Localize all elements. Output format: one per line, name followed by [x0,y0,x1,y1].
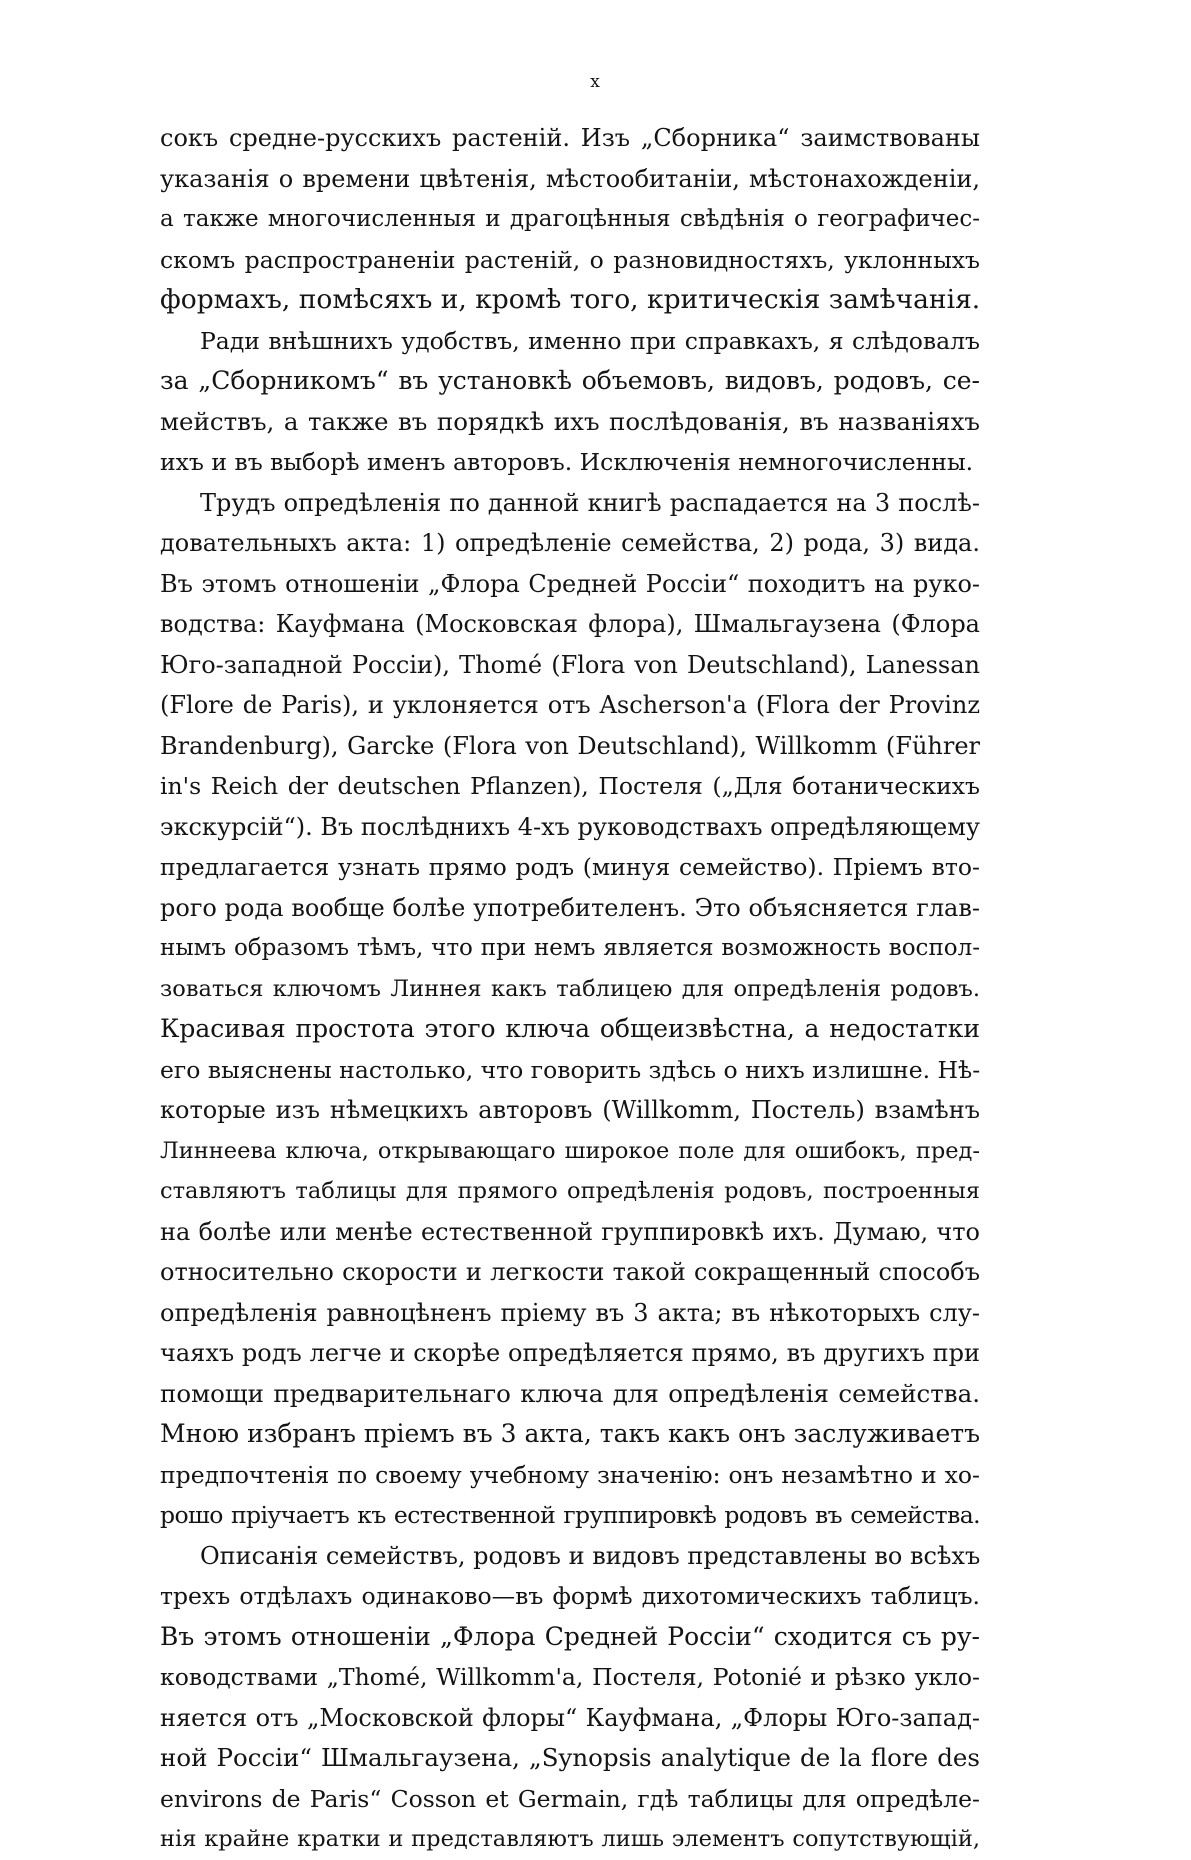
body-text [160,118,980,1860]
text-line: ной Россіи“ Шмальгаузена, „Synopsis analytique de la flore des [160,1743,980,1772]
text-line: нія крайне кратки и представляютъ лишь элементъ сопутствующій, [160,1826,980,1852]
text-line: мействъ, а также въ порядкѣ ихъ послѣдованія, въ названіяхъ [160,406,980,436]
text-line: Brandenburg), Garcke (Flora von Deutschland), Willkomm (Führer [160,731,980,760]
text-line: ставляютъ таблицы для прямого опредѣленія родовъ, построенныя [160,1178,980,1204]
text-line: Линнеева ключа, открывающаго широкое поле для ошибокъ, пред- [160,1137,980,1164]
text-line: Въ этомъ отношеніи „Флора Средней Россіи“ походитъ на руко- [160,569,980,598]
text-line: зоваться ключомъ Линнея какъ таблицею для опредѣленія родовъ. [160,975,980,1002]
text-line: довательныхъ акта: 1) опредѣленіе семейства, 2) рода, 3) вида. [160,529,980,557]
text-line: in's Reich der deutschen Pflanzen), Постеля („Для ботаническихъ [160,772,980,800]
paragraph-start-line: Описанія семействъ, родовъ и видовъ представлены во всѣхъ [200,1541,980,1570]
text-line: рошо пріучаетъ къ естественной группировкѣ родовъ въ семейства. [160,1501,980,1529]
text-line: указанія о времени цвѣтенія, мѣстообитаніи, мѣстонахожденіи, [160,164,980,193]
text-line: за „Сборникомъ“ въ установкѣ объемовъ, видовъ, родовъ, се- [160,366,980,395]
text-line: его выяснены настолько, что говорить здѣсь о нихъ излишне. Нѣ- [160,1055,980,1084]
text-line: которые изъ нѣмецкихъ авторовъ (Willkomm, Постель) взамѣнъ [160,1096,980,1124]
paragraph-start-line: Трудъ опредѣленія по данной книгѣ распадается на 3 послѣ- [200,488,980,517]
page-number: x [590,72,601,92]
text-line: Въ этомъ отношеніи „Флора Средней Россіи“ сходится съ ру- [160,1621,980,1651]
text-line: формахъ, помѣсяхъ и, кромѣ того, критическія замѣчанія. [160,284,980,315]
text-line: скомъ распространеніи растеній, о разновидностяхъ, уклонныхъ [160,245,980,274]
text-line: environs de Paris“ Cosson et Germain, гдѣ таблицы для опредѣле- [160,1784,980,1813]
text-line: (Flore de Paris), и уклоняется отъ Ascherson'a (Flora der Provinz [160,691,980,719]
text-line: трехъ отдѣлахъ одинаково—въ формѣ дихотомическихъ таблицъ. [160,1582,980,1610]
text-line: чаяхъ родъ легче и скорѣе опредѣляется прямо, въ другихъ при [160,1339,980,1367]
text-line: ихъ и въ выборѣ именъ авторовъ. Исключенія немногочисленны. [160,448,974,476]
text-line: предлагается узнать прямо родъ (минуя семейство). Пріемъ вто- [160,853,980,881]
text-line: помощи предварительнаго ключа для опредѣленія семейства. [160,1378,980,1408]
text-line: нымъ образомъ тѣмъ, что при немъ является возможность воспол- [160,935,980,961]
text-line: на болѣе или менѣе естественной группировкѣ ихъ. Думаю, что [160,1217,980,1246]
text-line: экскурсій“). Въ послѣднихъ 4-хъ руководствахъ опредѣляющему [160,812,980,841]
text-line: относительно скорости и легкости такой сокращенный способъ [160,1258,980,1286]
text-line: предпочтенія по своему учебному значенію: онъ незамѣтно и хо- [160,1460,980,1489]
text-line: опредѣленія равноцѣненъ пріему въ 3 акта; въ нѣкоторыхъ слу- [160,1298,980,1327]
text-line: Мною избранъ пріемъ въ 3 акта, такъ какъ онъ заслуживаетъ [160,1419,980,1448]
text-line: ководствами „Thomé, Willkomm'a, Постеля, Potonié и рѣзко укло- [160,1663,980,1691]
text-line: Красивая простота этого ключа общеизвѣстна, а недостатки [160,1014,980,1043]
paragraph-start-line: Ради внѣшнихъ удобствъ, именно при справкахъ, я слѣдовалъ [200,326,980,355]
text-line: а также многочисленныя и драгоцѣнныя свѣдѣнія о географичес- [160,206,980,232]
text-line: Юго-западной Россіи), Thomé (Flora von Deutschland), Lanessan [160,650,980,679]
text-line: сокъ средне-русскихъ растеній. Изъ „Сборника“ заимствованы [160,124,980,152]
text-line: няется отъ „Московской флоры“ Кауфмана, „Флоры Юго-запад- [160,1703,980,1732]
text-line: рого рода вообще болѣе употребителенъ. Это объясняется глав- [160,893,980,922]
text-line: водства: Кауфмана (Московская флора), Шмальгаузена (Флора [160,610,980,638]
